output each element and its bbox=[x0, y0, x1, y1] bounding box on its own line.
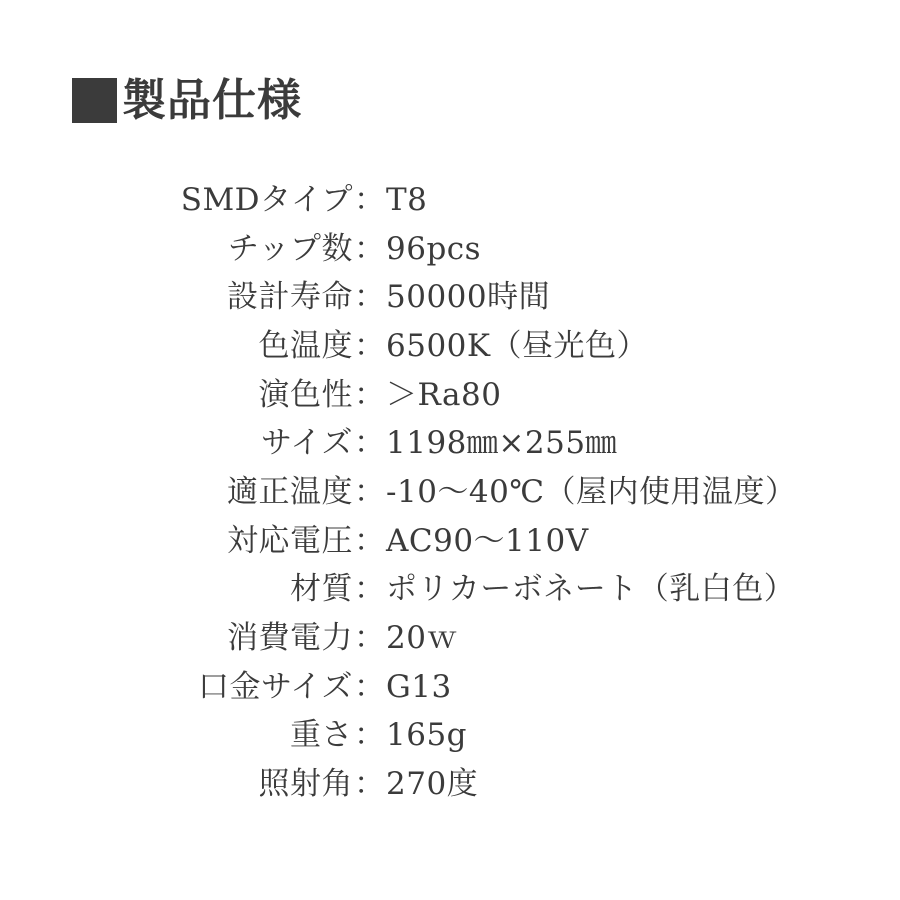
spec-separator: ： bbox=[354, 766, 385, 803]
spec-row bbox=[0, 517, 900, 566]
spec-separator: ： bbox=[354, 376, 385, 413]
spec-row bbox=[0, 225, 900, 274]
spec-label: 対応電圧 bbox=[227, 522, 353, 559]
page-title-text: 製品仕様 bbox=[122, 74, 302, 126]
spec-label: チップ数 bbox=[227, 230, 353, 267]
spec-value: 165g bbox=[386, 717, 468, 754]
spec-separator: ： bbox=[354, 571, 385, 608]
spec-row bbox=[0, 614, 900, 663]
spec-value: G13 bbox=[386, 668, 452, 705]
spec-list bbox=[0, 176, 900, 809]
spec-label: 口金サイズ bbox=[197, 668, 353, 705]
spec-separator: ： bbox=[354, 279, 385, 316]
spec-value: 6500K（昼光色） bbox=[386, 327, 649, 364]
spec-label: 消費電力 bbox=[227, 620, 353, 657]
spec-row bbox=[0, 273, 900, 322]
spec-row bbox=[0, 663, 900, 712]
spec-value: ポリカーボネート（乳白色） bbox=[386, 571, 796, 608]
spec-separator: ： bbox=[354, 230, 385, 267]
page-title bbox=[72, 74, 302, 126]
spec-separator: ： bbox=[354, 620, 385, 657]
spec-separator: ： bbox=[354, 717, 385, 754]
spec-row bbox=[0, 371, 900, 420]
spec-row bbox=[0, 468, 900, 517]
spec-value: 50000時間 bbox=[386, 279, 551, 316]
spec-separator: ： bbox=[354, 522, 385, 559]
spec-label: 適正温度 bbox=[227, 473, 353, 510]
spec-value: 96pcs bbox=[386, 230, 482, 267]
spec-value: AC90〜110V bbox=[386, 522, 589, 559]
spec-row bbox=[0, 419, 900, 468]
spec-label: 設計寿命 bbox=[227, 279, 353, 316]
spec-separator: ： bbox=[354, 181, 385, 218]
spec-row bbox=[0, 322, 900, 371]
spec-label: 照射角 bbox=[258, 766, 353, 803]
spec-value: 20ｗ bbox=[386, 620, 458, 657]
spec-label: 色温度 bbox=[258, 327, 353, 364]
spec-value: 270度 bbox=[386, 766, 479, 803]
square-bullet-icon bbox=[72, 78, 117, 123]
spec-label: 演色性 bbox=[258, 376, 353, 413]
spec-separator: ： bbox=[354, 327, 385, 364]
spec-row bbox=[0, 566, 900, 615]
spec-row bbox=[0, 712, 900, 761]
spec-row bbox=[0, 176, 900, 225]
spec-separator: ： bbox=[354, 473, 385, 510]
spec-label: 重さ bbox=[290, 717, 353, 754]
spec-row bbox=[0, 760, 900, 809]
spec-separator: ： bbox=[354, 668, 385, 705]
spec-value: ＞Ra80 bbox=[386, 376, 502, 413]
spec-label: SMDタイプ bbox=[180, 181, 353, 218]
spec-separator: ： bbox=[354, 425, 385, 462]
spec-label: サイズ bbox=[260, 425, 353, 462]
spec-label: 材質 bbox=[290, 571, 353, 608]
spec-value: -10〜40℃（屋内使用温度） bbox=[386, 473, 797, 510]
spec-value: 1198㎜×255㎜ bbox=[386, 425, 618, 462]
spec-value: T8 bbox=[386, 181, 428, 218]
